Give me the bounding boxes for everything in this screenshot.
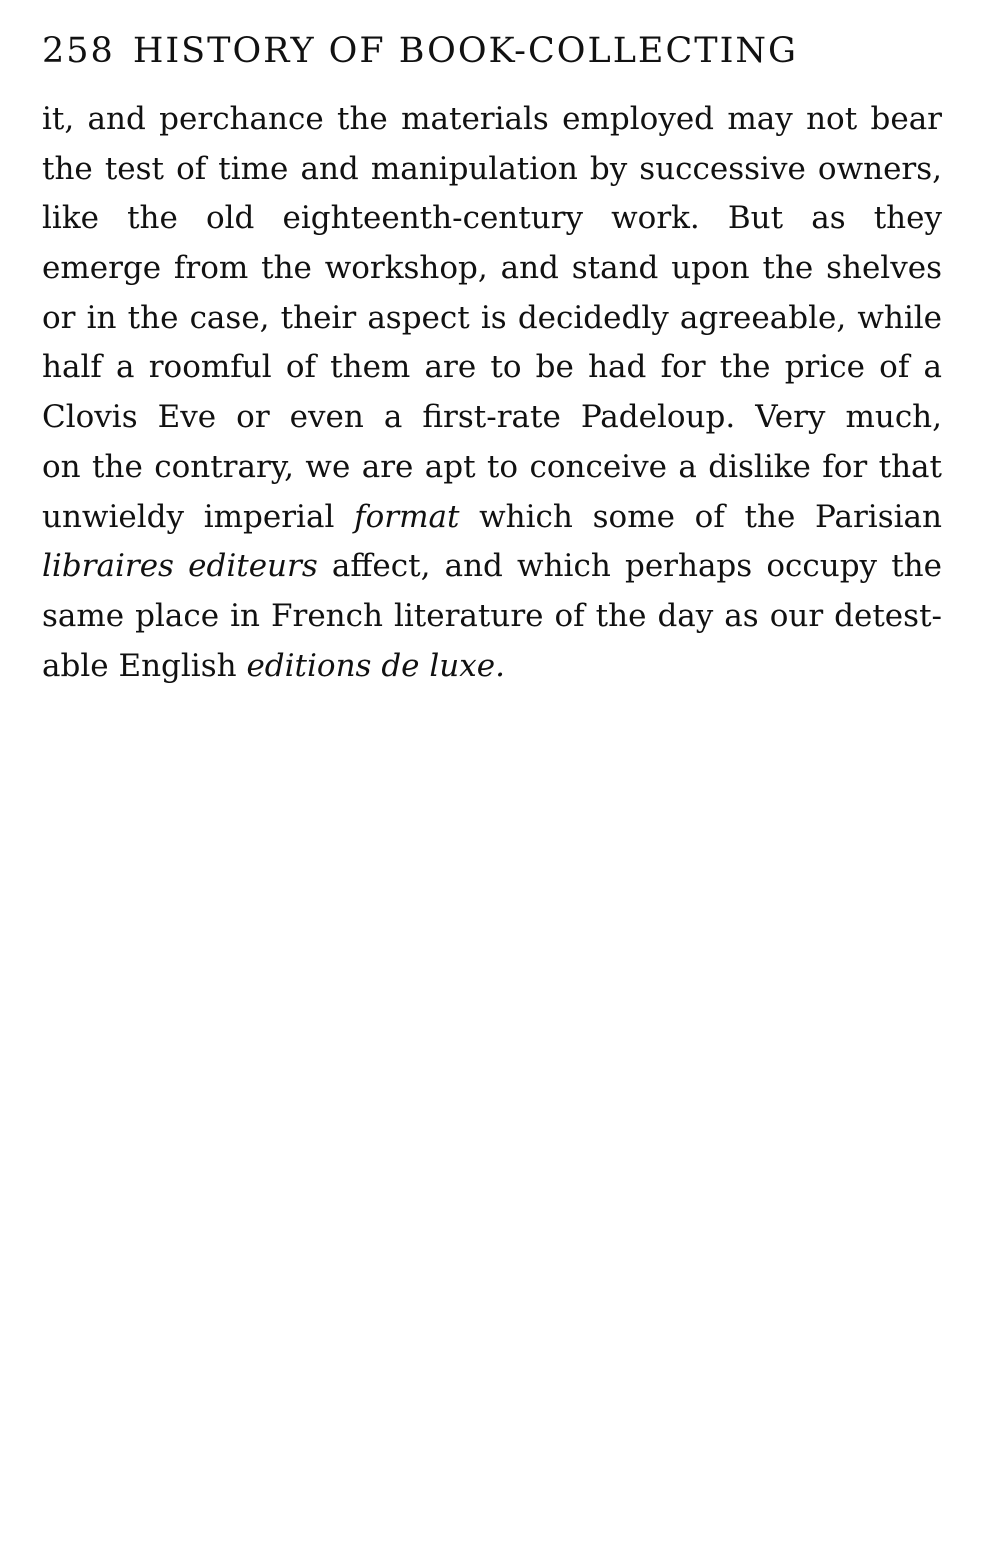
running-head — [42, 28, 942, 74]
text-line: emerge from the workshop, and stand upon the shelves — [42, 250, 942, 287]
text-segment: affect, and which perhaps occupy the — [331, 548, 942, 585]
text-line: like the old eighteenth-century work. But as they — [42, 200, 942, 237]
text-line — [42, 642, 942, 692]
text-line — [42, 542, 942, 592]
page-number: 258 — [42, 31, 115, 71]
text-segment: which some of the Parisian — [479, 498, 942, 535]
text-line: it, and perchance the materials employed may not bear — [42, 101, 942, 137]
text-line: on the contrary, we are apt to conceive a dislike for that — [42, 448, 942, 485]
text-line: same place in French literature of the day as our detest- — [42, 597, 942, 634]
text-line: the test of time and manipulation by successive owners, — [42, 150, 942, 187]
italic-term-libraires-editeurs: libraires editeurs — [42, 548, 318, 585]
body-paragraph — [42, 95, 942, 691]
text-line: or in the case, their aspect is decidedly agreeable, while — [42, 299, 942, 336]
text-segment: unwieldy imperial — [42, 498, 335, 535]
text-segment: able English — [42, 647, 237, 684]
running-title: HISTORY OF BOOK-COLLECTING — [132, 31, 799, 71]
italic-term-editions-de-luxe: editions de luxe. — [246, 647, 505, 684]
text-line: Clovis Eve or even a first-rate Padeloup. Very much, — [42, 399, 942, 436]
text-line — [42, 493, 942, 543]
italic-term-format: format — [354, 498, 460, 535]
text-line: half a roomful of them are to be had for the price of a — [42, 349, 942, 386]
